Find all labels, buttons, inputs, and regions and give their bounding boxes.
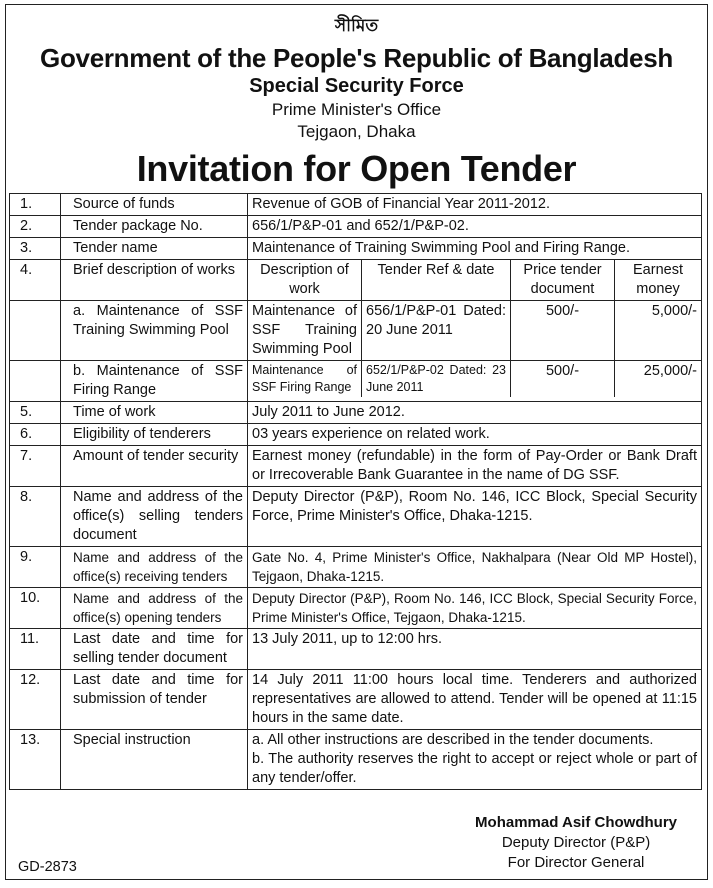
row-label: Source of funds	[61, 194, 248, 216]
works-item	[248, 301, 701, 360]
works-item-table	[248, 301, 701, 360]
force-name: Special Security Force	[249, 75, 464, 97]
works-col-description: Description of work	[260, 262, 349, 297]
row-label: Tender package No.	[61, 216, 248, 238]
row-value: 13 July 2011, up to 12:00 hrs.	[248, 629, 702, 670]
works-item-description: Maintenance of SSF Firing Range	[252, 363, 357, 394]
row-label: Name and address of the office(s) opening tenders	[61, 588, 248, 629]
row-number: 1.	[10, 194, 61, 216]
row-value	[248, 730, 702, 790]
signature-block	[475, 813, 677, 873]
works-item	[248, 361, 701, 397]
row-number: 2.	[10, 216, 61, 238]
notice-footer	[6, 809, 707, 879]
works-item-earnest: 25,000/-	[615, 361, 702, 397]
tender-table	[9, 193, 702, 790]
row-number: 7.	[10, 446, 61, 487]
row-number: 13.	[10, 730, 61, 790]
row-value: Deputy Director (P&P), Room No. 146, ICC Block, Special Security Force, Prime Minister's Office, Tejgaon, Dhaka-1215.	[248, 588, 702, 629]
row-value: July 2011 to June 2012.	[248, 402, 702, 424]
row-value: 656/1/P&P-01 and 652/1/P&P-02.	[248, 216, 702, 238]
works-item-row	[10, 361, 702, 402]
notice-header	[6, 5, 707, 191]
row-value: Deputy Director (P&P), Room No. 146, ICC Block, Special Security Force, Prime Minister's Office, Dhaka-1215.	[248, 487, 702, 547]
signatory-designation: Deputy Director (P&P)	[501, 834, 651, 851]
row-label: Brief description of works	[61, 260, 248, 301]
row-number: 4.	[10, 260, 61, 301]
works-item-ref: 656/1/P&P-01 Dated: 20 June 2011	[362, 301, 511, 360]
table-row	[10, 670, 702, 730]
row-number: 8.	[10, 487, 61, 547]
row-value: Revenue of GOB of Financial Year 2011-2012.	[248, 194, 702, 216]
row-number: 10.	[10, 588, 61, 629]
table-row	[10, 424, 702, 446]
works-item-label: b. Maintenance of SSF Firing Range	[61, 361, 248, 402]
row-label: Last date and time for selling tender document	[61, 629, 248, 670]
works-item-row	[10, 301, 702, 361]
row-label: Name and address of the office(s) selling tenders document	[61, 487, 248, 547]
signatory-on-behalf: For Director General	[507, 854, 645, 871]
row-label: Last date and time for submission of tender	[61, 670, 248, 730]
row-number: 3.	[10, 238, 61, 260]
row-value: 03 years experience on related work.	[248, 424, 702, 446]
works-item-table	[248, 361, 701, 397]
notice-title: Invitation for Open Tender	[136, 148, 577, 189]
row-label: Amount of tender security	[61, 446, 248, 487]
row-label: Eligibility of tenderers	[61, 424, 248, 446]
table-row	[10, 402, 702, 424]
reference-number: GD-2873	[18, 859, 77, 875]
works-item-price: 500/-	[511, 301, 615, 360]
works-item-earnest: 5,000/-	[615, 301, 702, 360]
instruction-b: b. The authority reserves the right to accept or reject whole or part of any tender/offer.	[252, 751, 697, 786]
works-item-description: Maintenance of SSF Training Swimming Pool	[252, 303, 357, 357]
row-value: Maintenance of Training Swimming Pool and Firing Range.	[248, 238, 702, 260]
table-row	[10, 487, 702, 547]
works-header-row	[248, 260, 701, 300]
row-number: 6.	[10, 424, 61, 446]
signatory-name: Mohammad Asif Chowdhury	[475, 814, 677, 831]
table-row	[10, 730, 702, 790]
row-number: 9.	[10, 547, 61, 588]
works-col-price: Price tender document	[511, 260, 615, 300]
works-item-cell	[248, 301, 702, 361]
office-location: Tejgaon, Dhaka	[297, 122, 416, 141]
row-value: Gate No. 4, Prime Minister's Office, Nakhalpara (Near Old MP Hostel), Tejgaon, Dhaka-1215.	[248, 547, 702, 588]
table-row	[10, 238, 702, 260]
works-item-ref: 652/1/P&P-02 Dated: 23 June 2011	[362, 361, 511, 397]
row-label: Time of work	[61, 402, 248, 424]
table-row	[10, 216, 702, 238]
row-number: 11.	[10, 629, 61, 670]
works-item-label: a. Maintenance of SSF Training Swimming Pool	[61, 301, 248, 361]
works-item-price: 500/-	[511, 361, 615, 397]
works-item-cell	[248, 361, 702, 402]
works-table	[248, 260, 701, 300]
row-value: 14 July 2011 11:00 hours local time. Tenderers and authorized representatives are allowed to attend. Tender will be opened at 11:15 hours in the same date.	[248, 670, 702, 730]
tender-notice	[5, 4, 708, 880]
works-col-ref: Tender Ref & date	[362, 260, 511, 300]
works-col-earnest: Earnest money	[615, 260, 702, 300]
office-name: Prime Minister's Office	[271, 100, 442, 119]
row-value: Earnest money (refundable) in the form of Pay-Order or Bank Draft or Irrecoverable Bank Guarantee in the name of DG SSF.	[248, 446, 702, 487]
row-label: Special instruction	[61, 730, 248, 790]
table-row	[10, 194, 702, 216]
table-row	[10, 446, 702, 487]
row-label: Name and address of the office(s) receiving tenders	[61, 547, 248, 588]
row-label: Tender name	[61, 238, 248, 260]
row-number-empty	[10, 301, 61, 361]
restricted-label: সীমিত	[334, 16, 379, 36]
instruction-a: a. All other instructions are described in the tender documents.	[252, 732, 654, 748]
government-name: Government of the People's Republic of Bangladesh	[40, 43, 673, 73]
row-number: 5.	[10, 402, 61, 424]
table-row-works-header	[10, 260, 702, 301]
row-number: 12.	[10, 670, 61, 730]
table-row	[10, 547, 702, 588]
table-row	[10, 629, 702, 670]
works-table-cell	[248, 260, 702, 301]
row-number-empty	[10, 361, 61, 402]
table-row	[10, 588, 702, 629]
